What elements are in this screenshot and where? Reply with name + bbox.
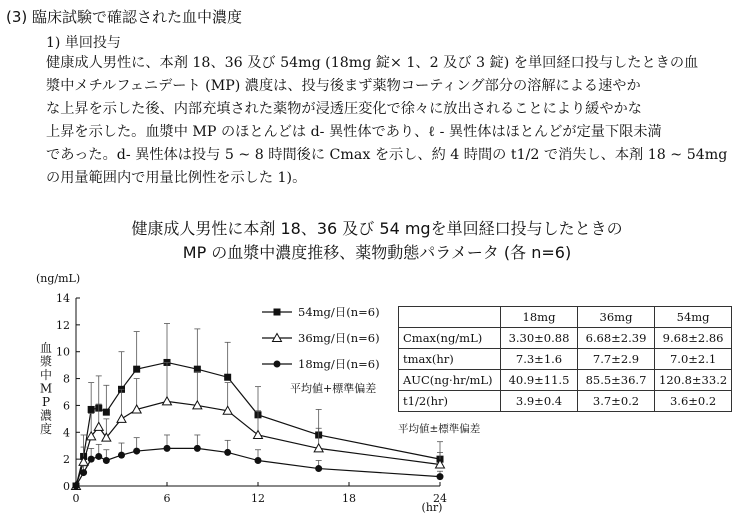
paragraph-line: の用量範囲内で用量比例性を示した 1)。 [46,170,307,186]
table-cell: 120.8±33.2 [655,370,732,391]
legend-note: 平均値+標準偏差 [290,382,377,395]
x-tick-label: 0 [72,492,80,505]
data-point [133,366,140,373]
y-axis-title-char: 度 [39,422,53,436]
y-axis-title-char: 濃 [39,408,53,423]
data-point [118,452,125,459]
table-row [399,349,732,370]
x-tick-label: 18 [342,492,356,505]
paragraph-line: 健康成人男性に、本剤 18、36 及び 54mg (18mg 錠× 1、2 及び 3 錠) を単回経口投与したときの血 [46,55,699,71]
paragraph-line: 上昇を示した。血漿中 MP のほとんどは d- 異性体であり、ℓ - 異性体はほとんどが定量下限未満 [46,124,662,140]
section-heading: (3) 臨床試験で確認された血中濃度 [6,8,243,26]
y-tick-label: 12 [56,318,70,332]
table-param-cell: t1/2(hr) [399,391,501,412]
pk-parameter-table [398,306,732,412]
data-point [80,469,87,476]
concentration-chart [0,262,460,513]
data-point [103,457,110,464]
table-header-cell: 18mg [501,307,578,328]
data-point [73,483,80,490]
table-header-row [399,307,732,328]
y-axis-title-char: P [41,395,51,409]
table-note: 平均値±標準偏差 [398,423,481,435]
x-axis-unit-label: (hr) [421,501,443,513]
y-axis-title-char: 血 [39,341,53,355]
data-point [224,449,231,456]
table-cell: 3.6±0.2 [655,391,732,412]
body-paragraph [46,52,746,190]
data-point [194,445,201,452]
table-cell: 3.9±0.4 [501,391,578,412]
table-header-cell: 54mg [655,307,732,328]
data-point [88,456,95,463]
subsection-heading: 1) 単回投与 [46,35,121,51]
data-point [94,422,103,430]
y-axis-title-char: M [39,381,53,396]
table-param-cell: tmax(hr) [399,349,501,370]
data-point [315,465,322,472]
y-tick-label: 2 [63,453,70,467]
x-tick-label: 24 [433,492,447,505]
table-cell: 40.9±11.5 [501,370,578,391]
paragraph-line: 漿中メチルフェニデート (MP) 濃度は、投与後まず薬物コーティング部分の溶解による速やか [46,78,641,94]
table-cell: 9.68±2.86 [655,328,732,349]
y-axis-title-char: 漿 [39,354,53,369]
data-point [133,448,140,455]
data-point [88,406,95,413]
y-tick-label: 10 [56,345,70,359]
table-cell: 3.30±0.88 [501,328,578,349]
table-cell: 85.5±36.7 [578,370,655,391]
y-tick-label: 0 [63,480,70,493]
data-point [224,374,231,381]
data-point [164,445,171,452]
legend-label: 54mg/日(n=6) [298,305,380,319]
legend-marker [274,309,281,316]
table-param-cell: AUC(ng·hr/mL) [399,370,501,391]
data-point [103,409,110,416]
data-point [255,457,262,464]
data-point [163,397,172,405]
figure-title-line-2: MP の血漿中濃度推移、薬物動態パラメータ (各 n=6) [182,243,572,262]
x-tick-label: 12 [251,492,265,505]
table-header-cell [399,307,501,328]
paragraph-line: な上昇を示した後、内部充填された薬物が浸透圧変化で徐々に放出されることにより緩やかな [46,101,642,117]
table-header-cell: 36mg [578,307,655,328]
table-cell: 6.68±2.39 [578,328,655,349]
table-cell: 7.7±2.9 [578,349,655,370]
table-row [399,370,732,391]
y-tick-label: 8 [63,372,70,386]
legend-marker [274,361,281,368]
y-tick-label: 6 [63,399,70,413]
y-axis-unit-label: (ng/mL) [36,272,81,285]
table-row [399,328,732,349]
y-tick-label: 4 [63,426,70,440]
paragraph-line: であった。d- 異性体は投与 5 ~ 8 時間後に Cmax を示し、約 4 時間の t1/2 で消失し、本剤 18 ~ 54mg [46,147,728,163]
table-param-cell: Cmax(ng/mL) [399,328,501,349]
data-point [117,414,126,422]
legend-label: 18mg/日(n=6) [298,357,380,371]
y-tick-label: 14 [56,292,70,305]
y-axis-title-char: 中 [39,368,53,382]
data-point [95,453,102,460]
table-row [399,391,732,412]
table-cell: 3.7±0.2 [578,391,655,412]
x-tick-label: 6 [163,492,171,505]
table-cell: 7.3±1.6 [501,349,578,370]
figure-title-line-1: 健康成人男性に本剤 18、36 及び 54 mgを単回経口投与したときの [131,219,623,238]
table-cell: 7.0±2.1 [655,349,732,370]
data-point [437,473,444,480]
legend-label: 36mg/日(n=6) [298,331,380,345]
data-point [254,430,263,438]
